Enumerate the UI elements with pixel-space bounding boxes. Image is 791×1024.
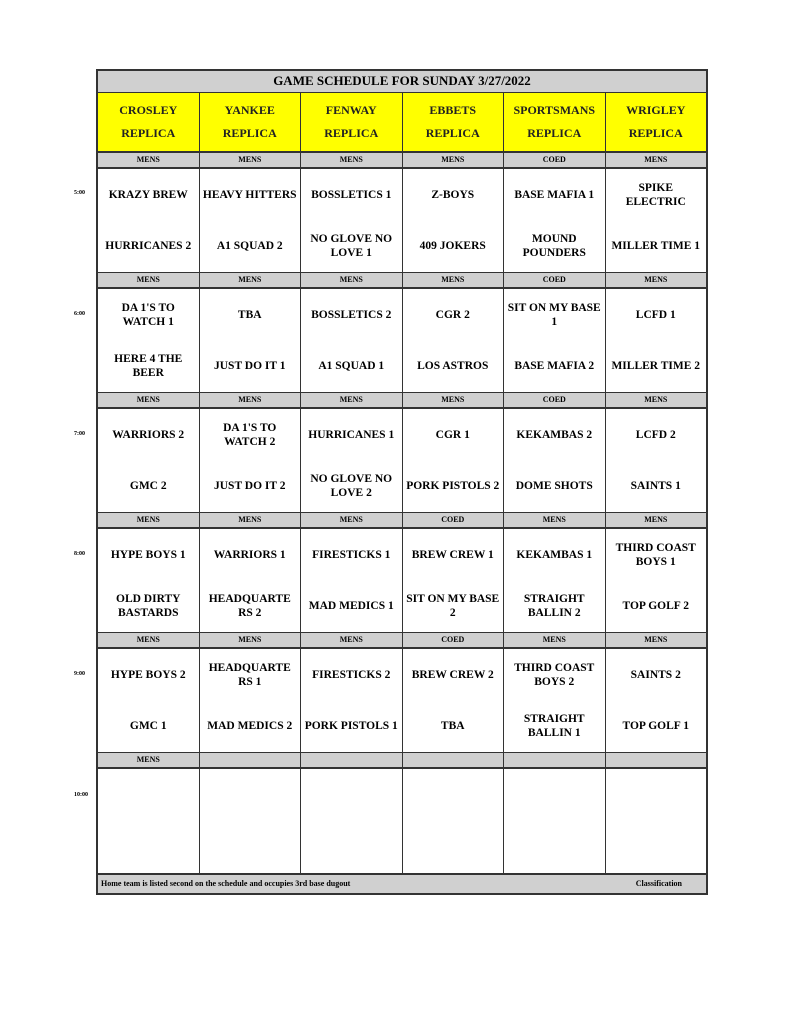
schedule-body	[98, 152, 706, 873]
time-slot-label: 9:00	[74, 671, 85, 677]
game-cell	[504, 529, 606, 632]
classification-cell: MENS	[200, 393, 302, 407]
classification-row	[98, 632, 706, 649]
game-row	[98, 649, 706, 752]
classification-cell: COED	[504, 273, 606, 287]
classification-cell: MENS	[301, 633, 403, 647]
field-header	[301, 93, 403, 151]
away-team: TBA	[237, 308, 262, 321]
game-cell	[504, 289, 606, 392]
game-cell	[403, 409, 505, 512]
away-team: HEAVY HITTERS	[202, 188, 297, 201]
classification-label: Classification	[635, 879, 682, 889]
time-slot-label: 5:00	[74, 190, 85, 196]
field-subtitle: REPLICA	[425, 125, 480, 140]
away-team: KEKAMBAS 1	[516, 548, 593, 561]
home-team: A1 SQUAD 2	[216, 240, 283, 253]
home-team: SAINTS 1	[630, 480, 681, 493]
game-cell	[200, 409, 302, 512]
classification-cell: MENS	[98, 753, 200, 767]
classification-cell	[504, 753, 606, 767]
game-cell	[403, 649, 505, 752]
classification-cell: MENS	[644, 515, 668, 525]
time-slot-label: 10:00	[74, 792, 88, 798]
game-cell	[606, 169, 707, 272]
game-cell	[504, 169, 606, 272]
classification-cell: MENS	[200, 273, 302, 287]
game-cell	[301, 409, 403, 512]
time-slot-label: 7:00	[74, 431, 85, 437]
home-team: HEADQUARTE RS 2	[208, 593, 291, 620]
home-team: SIT ON MY BASE 2	[406, 593, 500, 620]
home-team: NO GLOVE NO LOVE 2	[310, 473, 393, 500]
away-team	[301, 769, 402, 821]
classification-cell: MENS	[403, 273, 505, 287]
classification-row	[98, 152, 706, 169]
schedule-table	[96, 69, 708, 895]
home-team: LOS ASTROS	[417, 360, 489, 373]
home-team: 409 JOKERS	[419, 240, 486, 253]
classification-cell: MENS	[644, 155, 668, 165]
classification-cell: COED	[504, 153, 606, 167]
game-cell	[98, 289, 200, 392]
home-team	[98, 821, 199, 873]
game-cell	[98, 649, 200, 752]
away-team: WARRIORS 1	[213, 548, 286, 561]
classification-cell: MENS	[98, 393, 200, 407]
away-team: BOSSLETICS 2	[311, 308, 392, 321]
home-team: MILLER TIME 2	[611, 360, 701, 373]
classification-cell: MENS	[301, 273, 403, 287]
field-name: SPORTSMANS	[513, 102, 596, 117]
classification-cell: COED	[504, 393, 606, 407]
classification-cell: MENS	[98, 513, 200, 527]
field-name: EBBETS	[429, 102, 477, 117]
away-team: KEKAMBAS 2	[516, 428, 593, 441]
home-team: STRAIGHT BALLIN 2	[523, 593, 585, 620]
classification-cell: MENS	[301, 393, 403, 407]
home-team	[301, 821, 402, 873]
home-team: JUST DO IT 1	[214, 360, 286, 373]
away-team	[200, 769, 301, 821]
away-team: SIT ON MY BASE 1	[507, 301, 601, 328]
game-cell	[301, 529, 403, 632]
away-team	[504, 769, 605, 821]
game-cell	[403, 289, 505, 392]
home-team	[403, 821, 504, 873]
game-cell	[98, 169, 200, 272]
field-name: CROSLEY	[119, 102, 178, 117]
game-cell	[606, 649, 707, 752]
home-team: TBA	[440, 720, 465, 733]
away-team: SAINTS 2	[630, 668, 681, 681]
classification-cell: MENS	[644, 275, 668, 285]
away-team: THIRD COAST BOYS 1	[615, 541, 696, 568]
schedule-title: GAME SCHEDULE FOR SUNDAY 3/27/2022	[98, 71, 706, 93]
field-header-row	[98, 93, 706, 152]
game-cell	[606, 409, 707, 512]
game-cell	[98, 529, 200, 632]
time-slot-label: 8:00	[74, 551, 85, 557]
home-team: TOP GOLF 2	[622, 600, 689, 613]
game-row	[98, 169, 706, 272]
classification-cell: MENS	[200, 633, 302, 647]
classification-cell: MENS	[301, 153, 403, 167]
field-subtitle: REPLICA	[527, 125, 582, 140]
away-team: BREW CREW 2	[411, 668, 494, 681]
home-team: PORK PISTOLS 1	[304, 720, 398, 733]
away-team: DA 1'S TO WATCH 1	[121, 301, 175, 328]
field-header	[403, 93, 505, 151]
away-team	[98, 769, 199, 821]
away-team: CGR 1	[435, 428, 470, 441]
classification-cell: MENS	[98, 273, 200, 287]
home-team: MAD MEDICS 1	[308, 600, 394, 613]
field-subtitle: REPLICA	[324, 125, 379, 140]
classification-cell: COED	[403, 513, 505, 527]
game-cell	[504, 409, 606, 512]
home-team: MOUND POUNDERS	[522, 233, 586, 260]
away-team: HURRICANES 1	[308, 428, 395, 441]
away-team: THIRD COAST BOYS 2	[514, 661, 595, 688]
classification-cell: COED	[403, 633, 505, 647]
home-team: HERE 4 THE BEER	[114, 353, 183, 380]
field-name: WRIGLEY	[626, 102, 686, 117]
classification-cell: MENS	[403, 393, 505, 407]
game-cell	[200, 529, 302, 632]
away-team: BASE MAFIA 1	[514, 188, 595, 201]
game-cell	[200, 769, 302, 873]
home-team: NO GLOVE NO LOVE 1	[310, 233, 393, 260]
home-team	[606, 821, 707, 873]
game-row	[98, 769, 706, 873]
classification-cell: MENS	[504, 513, 606, 527]
home-team	[504, 821, 605, 873]
home-team: TOP GOLF 1	[622, 720, 689, 733]
schedule-footer	[98, 873, 706, 893]
game-cell	[200, 649, 302, 752]
classification-cell: MENS	[504, 633, 606, 647]
away-team: Z-BOYS	[431, 188, 475, 201]
game-cell	[606, 769, 707, 873]
home-team: GMC 1	[129, 720, 167, 733]
game-cell	[403, 529, 505, 632]
classification-cell: MENS	[403, 153, 505, 167]
game-cell	[98, 769, 200, 873]
classification-cell	[301, 753, 403, 767]
game-cell	[301, 289, 403, 392]
away-team: KRAZY BREW	[108, 188, 188, 201]
away-team: BREW CREW 1	[411, 548, 494, 561]
away-team: SPIKE ELECTRIC	[625, 181, 686, 208]
home-team: PORK PISTOLS 2	[406, 480, 500, 493]
field-header	[606, 93, 707, 151]
classification-cell	[606, 753, 707, 767]
game-cell	[403, 769, 505, 873]
away-team	[403, 769, 504, 821]
classification-cell: MENS	[644, 635, 668, 645]
game-cell	[606, 289, 707, 392]
away-team: LCFD 1	[635, 308, 676, 321]
game-cell	[200, 289, 302, 392]
field-subtitle: REPLICA	[222, 125, 277, 140]
classification-cell: MENS	[200, 513, 302, 527]
time-slot-label: 6:00	[74, 311, 85, 317]
home-team-note: Home team is listed second on the schedule and occupies 3rd base dugout	[101, 879, 351, 889]
field-subtitle: REPLICA	[628, 125, 683, 140]
field-header	[98, 93, 200, 151]
home-team: GMC 2	[129, 480, 167, 493]
away-team	[606, 769, 707, 821]
away-team: HYPE BOYS 1	[110, 548, 186, 561]
field-header	[200, 93, 302, 151]
game-cell	[606, 529, 707, 632]
field-name: FENWAY	[325, 102, 377, 117]
away-team: BOSSLETICS 1	[311, 188, 392, 201]
classification-cell	[200, 753, 302, 767]
home-team: DOME SHOTS	[515, 480, 593, 493]
game-row	[98, 409, 706, 512]
classification-cell	[403, 753, 505, 767]
classification-row	[98, 752, 706, 769]
classification-cell: MENS	[98, 633, 200, 647]
home-team: HURRICANES 2	[105, 240, 192, 253]
classification-row	[98, 512, 706, 529]
home-team	[200, 821, 301, 873]
home-team: MAD MEDICS 2	[207, 720, 293, 733]
away-team: FIRESTICKS 1	[312, 548, 391, 561]
game-cell	[98, 409, 200, 512]
game-cell	[301, 169, 403, 272]
away-team: FIRESTICKS 2	[312, 668, 391, 681]
game-cell	[403, 169, 505, 272]
game-row	[98, 289, 706, 392]
field-subtitle: REPLICA	[121, 125, 176, 140]
away-team: WARRIORS 2	[112, 428, 185, 441]
home-team: JUST DO IT 2	[214, 480, 286, 493]
game-cell	[301, 769, 403, 873]
game-cell	[504, 769, 606, 873]
classification-cell: MENS	[644, 395, 668, 405]
game-row	[98, 529, 706, 632]
field-header	[504, 93, 606, 151]
away-team: HYPE BOYS 2	[110, 668, 186, 681]
game-cell	[504, 649, 606, 752]
classification-row	[98, 392, 706, 409]
field-name: YANKEE	[224, 102, 275, 117]
classification-cell: MENS	[98, 153, 200, 167]
game-cell	[200, 169, 302, 272]
classification-cell: MENS	[301, 513, 403, 527]
home-team: A1 SQUAD 1	[318, 360, 385, 373]
home-team: STRAIGHT BALLIN 1	[523, 713, 585, 740]
classification-row	[98, 272, 706, 289]
away-team: DA 1'S TO WATCH 2	[223, 421, 277, 448]
away-team: HEADQUARTE RS 1	[208, 661, 291, 688]
home-team: OLD DIRTY BASTARDS	[116, 593, 181, 620]
away-team: CGR 2	[435, 308, 470, 321]
home-team: MILLER TIME 1	[611, 240, 701, 253]
classification-cell: MENS	[200, 153, 302, 167]
game-cell	[301, 649, 403, 752]
home-team: BASE MAFIA 2	[514, 360, 595, 373]
away-team: LCFD 2	[635, 428, 676, 441]
